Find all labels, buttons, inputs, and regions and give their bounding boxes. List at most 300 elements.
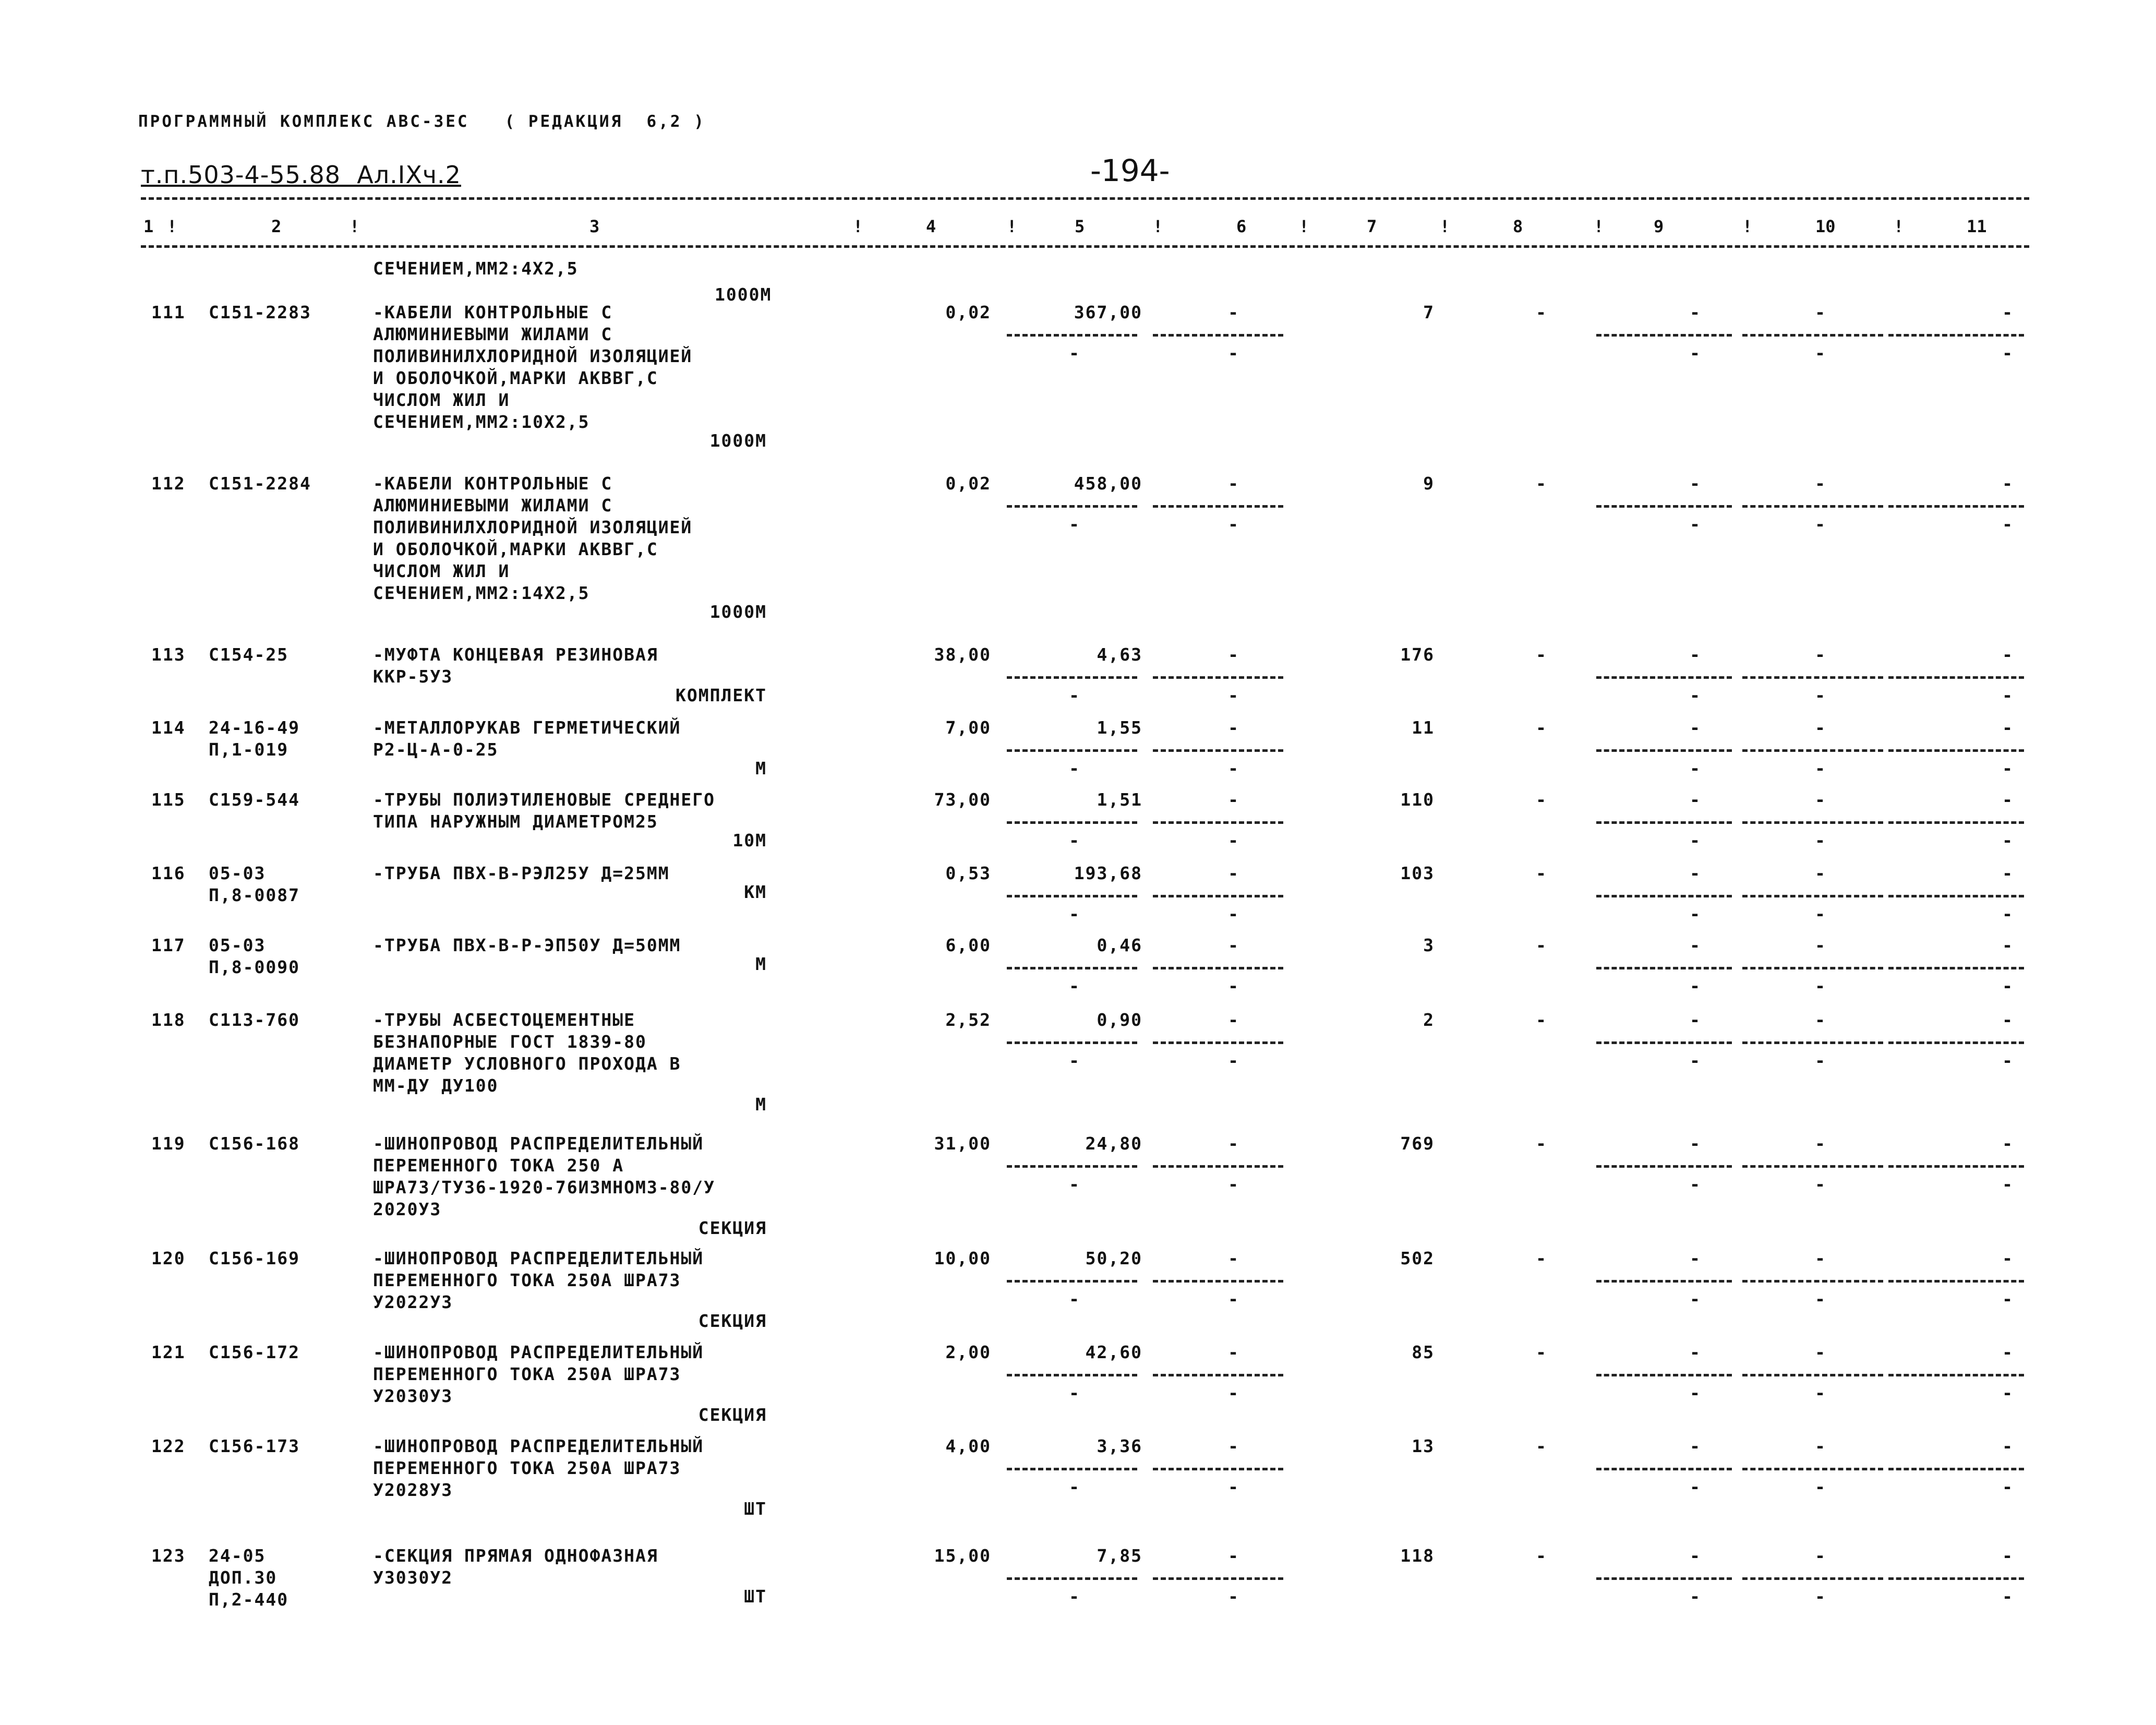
col6-sub-value: - <box>1228 758 1239 778</box>
unit-of-measure: 1000М <box>709 602 767 622</box>
item-description: АЛЮМИНИЕВЫМИ ЖИЛАМИ С <box>373 495 613 516</box>
unit-of-measure: 1000М <box>709 430 767 451</box>
column-separator: ! <box>167 217 177 236</box>
item-description: У3030У2 <box>373 1567 453 1588</box>
col7-value: 9 <box>1423 473 1435 494</box>
resource-code: 24-05 <box>209 1546 266 1566</box>
subtotal-rule <box>1888 1041 2024 1044</box>
subtotal-rule <box>1742 821 1883 824</box>
document-code: т.п.503-4-55.88 Ал.IXч.2 <box>141 161 461 189</box>
item-description: БЕЗНАПОРНЫЕ ГОСТ 1839-80 <box>373 1032 647 1052</box>
subtotal-rule <box>1596 505 1732 508</box>
col10-value: - <box>1815 1546 1826 1566</box>
column-number: 1 <box>143 217 154 236</box>
subtotal-rule <box>1153 1374 1283 1376</box>
col11-value: - <box>2002 863 2014 883</box>
header-top-rule <box>141 197 2029 200</box>
col9-sub-value: - <box>1690 976 1701 996</box>
col11-value: - <box>2002 1133 2014 1154</box>
item-description: ПЕРЕМЕННОГО ТОКА 250А ШРА73 <box>373 1364 681 1384</box>
unit-of-measure: СЕКЦИЯ <box>698 1311 767 1331</box>
unit-of-measure: ШТ <box>744 1586 767 1607</box>
subtotal-rule <box>1888 1577 2024 1580</box>
col10-sub-value: - <box>1815 343 1826 363</box>
col6-value: - <box>1228 935 1239 955</box>
resource-code: С156-172 <box>209 1342 300 1362</box>
col7-value: 11 <box>1412 717 1435 738</box>
unit-price: 0,46 <box>1097 935 1142 955</box>
subtotal-rule <box>1596 334 1732 337</box>
subtotal-rule <box>1153 505 1283 508</box>
col9-sub-value: - <box>1690 1289 1701 1309</box>
col11-sub-value: - <box>2002 758 2014 778</box>
col6-sub-value: - <box>1228 1289 1239 1309</box>
col9-value: - <box>1690 1133 1701 1154</box>
column-separator: ! <box>1742 217 1753 236</box>
col9-sub-value: - <box>1690 685 1701 705</box>
row-number: 118 <box>151 1010 186 1030</box>
column-number: 11 <box>1967 217 1987 236</box>
subtotal-rule <box>1153 1041 1283 1044</box>
item-description: ММ-ДУ ДУ100 <box>373 1075 499 1096</box>
item-description: ПОЛИВИНИЛХЛОРИДНОЙ ИЗОЛЯЦИЕЙ <box>373 517 693 537</box>
subtotal-rule <box>1596 1165 1732 1168</box>
col7-value: 176 <box>1400 644 1435 665</box>
quantity: 10,00 <box>934 1248 991 1268</box>
subtotal-rule <box>1742 334 1883 337</box>
item-description: ЧИСЛОМ ЖИЛ И <box>373 561 510 581</box>
subtotal-rule <box>1888 967 2024 969</box>
col8-value: - <box>1536 1436 1547 1456</box>
subtotal-rule <box>1742 1577 1883 1580</box>
col10-value: - <box>1815 935 1826 955</box>
subtotal-rule <box>1153 676 1283 679</box>
carry-over-unit: 1000М <box>715 284 772 305</box>
item-description: И ОБОЛОЧКОЙ,МАРКИ АКВВГ,С <box>373 539 658 559</box>
quantity: 0,02 <box>945 302 991 322</box>
subtotal-rule <box>1742 1280 1883 1283</box>
subtotal-rule <box>1007 895 1137 897</box>
item-description: ЧИСЛОМ ЖИЛ И <box>373 390 510 410</box>
col10-sub-value: - <box>1815 1477 1826 1497</box>
item-description: У2022УЗ <box>373 1292 453 1312</box>
col10-value: - <box>1815 302 1826 322</box>
unit-price: 1,51 <box>1097 789 1142 810</box>
column-number: 3 <box>589 217 600 236</box>
row-number: 112 <box>151 473 186 494</box>
col5-sub-value: - <box>1069 830 1080 850</box>
subtotal-rule <box>1742 1468 1883 1470</box>
subtotal-rule <box>1888 1165 2024 1168</box>
col11-sub-value: - <box>2002 1586 2014 1607</box>
col6-value: - <box>1228 302 1239 322</box>
col9-sub-value: - <box>1690 514 1701 534</box>
row-number: 114 <box>151 717 186 738</box>
resource-code: 24-16-49 <box>209 717 300 738</box>
col5-sub-value: - <box>1069 1174 1080 1194</box>
col10-sub-value: - <box>1815 1289 1826 1309</box>
item-description: ККР-5УЗ <box>373 666 453 687</box>
item-description: 2020УЗ <box>373 1199 442 1219</box>
subtotal-rule <box>1153 1165 1283 1168</box>
resource-code: П,8-0087 <box>209 885 300 905</box>
item-description: -ШИНОПРОВОД РАСПРЕДЕЛИТЕЛЬНЫЙ <box>373 1436 704 1456</box>
subtotal-rule <box>1007 1280 1137 1283</box>
col10-value: - <box>1815 1342 1826 1362</box>
subtotal-rule <box>1888 334 2024 337</box>
subtotal-rule <box>1742 895 1883 897</box>
col5-sub-value: - <box>1069 1050 1080 1071</box>
col10-value: - <box>1815 1248 1826 1268</box>
col8-value: - <box>1536 1133 1547 1154</box>
resource-code: С156-169 <box>209 1248 300 1268</box>
subtotal-rule <box>1153 895 1283 897</box>
col9-sub-value: - <box>1690 1174 1701 1194</box>
subtotal-rule <box>1742 749 1883 752</box>
unit-of-measure: СЕКЦИЯ <box>698 1405 767 1425</box>
unit-of-measure: 10М <box>732 830 767 850</box>
col9-value: - <box>1690 644 1701 665</box>
subtotal-rule <box>1153 1577 1283 1580</box>
col9-sub-value: - <box>1690 904 1701 924</box>
subtotal-rule <box>1007 821 1137 824</box>
item-description: ПЕРЕМЕННОГО ТОКА 250А ШРА73 <box>373 1270 681 1290</box>
col6-value: - <box>1228 789 1239 810</box>
col6-value: - <box>1228 1342 1239 1362</box>
col11-value: - <box>2002 473 2014 494</box>
col9-sub-value: - <box>1690 830 1701 850</box>
col9-value: - <box>1690 1010 1701 1030</box>
row-number: 117 <box>151 935 186 955</box>
col9-value: - <box>1690 1436 1701 1456</box>
col6-sub-value: - <box>1228 830 1239 850</box>
col11-value: - <box>2002 1342 2014 1362</box>
col6-sub-value: - <box>1228 1174 1239 1194</box>
col6-value: - <box>1228 1248 1239 1268</box>
col5-sub-value: - <box>1069 976 1080 996</box>
unit-of-measure: КМ <box>744 882 767 902</box>
col6-sub-value: - <box>1228 685 1239 705</box>
page-number: -194- <box>1090 153 1170 188</box>
item-description: -ШИНОПРОВОД РАСПРЕДЕЛИТЕЛЬНЫЙ <box>373 1133 704 1154</box>
resource-code: П,2-440 <box>209 1589 289 1610</box>
resource-code: С151-2283 <box>209 302 311 322</box>
unit-price: 42,60 <box>1085 1342 1142 1362</box>
col10-value: - <box>1815 789 1826 810</box>
subtotal-rule <box>1888 1468 2024 1470</box>
col10-value: - <box>1815 473 1826 494</box>
col9-value: - <box>1690 1546 1701 1566</box>
col10-sub-value: - <box>1815 758 1826 778</box>
resource-code: С156-173 <box>209 1436 300 1456</box>
item-description: -КАБЕЛИ КОНТРОЛЬНЫЕ С <box>373 302 613 322</box>
col5-sub-value: - <box>1069 343 1080 363</box>
item-description: -ТРУБЫ АСБЕСТОЦЕМЕНТНЫЕ <box>373 1010 635 1030</box>
col7-value: 502 <box>1400 1248 1435 1268</box>
col6-sub-value: - <box>1228 1050 1239 1071</box>
column-number: 10 <box>1815 217 1836 236</box>
col11-sub-value: - <box>2002 685 2014 705</box>
item-description: -ШИНОПРОВОД РАСПРЕДЕЛИТЕЛЬНЫЙ <box>373 1342 704 1362</box>
col6-value: - <box>1228 473 1239 494</box>
subtotal-rule <box>1742 505 1883 508</box>
subtotal-rule <box>1888 505 2024 508</box>
col5-sub-value: - <box>1069 514 1080 534</box>
subtotal-rule <box>1153 1468 1283 1470</box>
subtotal-rule <box>1742 1165 1883 1168</box>
item-description: ПЕРЕМЕННОГО ТОКА 250 А <box>373 1155 624 1176</box>
subtotal-rule <box>1153 334 1283 337</box>
col11-sub-value: - <box>2002 830 2014 850</box>
column-number: 5 <box>1075 217 1085 236</box>
col6-sub-value: - <box>1228 1383 1239 1403</box>
subtotal-rule <box>1007 749 1137 752</box>
unit-price: 193,68 <box>1074 863 1142 883</box>
unit-price: 50,20 <box>1085 1248 1142 1268</box>
resource-code: П,8-0090 <box>209 957 300 977</box>
item-description: -ТРУБЫ ПОЛИЭТИЛЕНОВЫЕ СРЕДНЕГО <box>373 789 716 810</box>
item-description: -ТРУБА ПВХ-В-Р-ЭП50У Д=50ММ <box>373 935 681 955</box>
subtotal-rule <box>1007 1374 1137 1376</box>
item-description: ДИАМЕТР УСЛОВНОГО ПРОХОДА В <box>373 1053 681 1074</box>
subtotal-rule <box>1007 676 1137 679</box>
col9-sub-value: - <box>1690 1050 1701 1071</box>
resource-code: ДОП.30 <box>209 1567 278 1588</box>
item-description: -СЕКЦИЯ ПРЯМАЯ ОДНОФАЗНАЯ <box>373 1546 658 1566</box>
column-number: 7 <box>1367 217 1377 236</box>
subtotal-rule <box>1888 895 2024 897</box>
subtotal-rule <box>1596 749 1732 752</box>
resource-code: 05-03 <box>209 863 266 883</box>
col11-value: - <box>2002 1436 2014 1456</box>
col10-value: - <box>1815 1010 1826 1030</box>
item-description: -МУФТА КОНЦЕВАЯ РЕЗИНОВАЯ <box>373 644 658 665</box>
col10-sub-value: - <box>1815 1174 1826 1194</box>
subtotal-rule <box>1596 1041 1732 1044</box>
row-number: 121 <box>151 1342 186 1362</box>
subtotal-rule <box>1888 676 2024 679</box>
col11-value: - <box>2002 789 2014 810</box>
item-description: -КАБЕЛИ КОНТРОЛЬНЫЕ С <box>373 473 613 494</box>
unit-of-measure: М <box>755 1094 767 1115</box>
col8-value: - <box>1536 1010 1547 1030</box>
col6-value: - <box>1228 1133 1239 1154</box>
col9-value: - <box>1690 473 1701 494</box>
item-description: ПЕРЕМЕННОГО ТОКА 250А ШРА73 <box>373 1458 681 1478</box>
column-separator: ! <box>1894 217 1904 236</box>
col11-sub-value: - <box>2002 514 2014 534</box>
resource-code: С156-168 <box>209 1133 300 1154</box>
col11-sub-value: - <box>2002 343 2014 363</box>
col11-sub-value: - <box>2002 1174 2014 1194</box>
subtotal-rule <box>1596 1280 1732 1283</box>
unit-of-measure: ШТ <box>744 1499 767 1519</box>
col11-sub-value: - <box>2002 1050 2014 1071</box>
item-description: -МЕТАЛЛОРУКАВ ГЕРМЕТИЧЕСКИЙ <box>373 717 681 738</box>
col9-value: - <box>1690 1248 1701 1268</box>
col11-value: - <box>2002 717 2014 738</box>
col5-sub-value: - <box>1069 904 1080 924</box>
item-description: -ТРУБА ПВХ-В-РЭЛ25У Д=25ММ <box>373 863 670 883</box>
col6-value: - <box>1228 1546 1239 1566</box>
item-description: СЕЧЕНИЕМ,ММ2:10Х2,5 <box>373 412 590 432</box>
unit-price: 7,85 <box>1097 1546 1142 1566</box>
unit-of-measure: М <box>755 954 767 974</box>
col8-value: - <box>1536 1546 1547 1566</box>
col8-value: - <box>1536 1248 1547 1268</box>
col5-sub-value: - <box>1069 1383 1080 1403</box>
col10-value: - <box>1815 1436 1826 1456</box>
subtotal-rule <box>1007 505 1137 508</box>
col11-value: - <box>2002 302 2014 322</box>
quantity: 73,00 <box>934 789 991 810</box>
column-number: 2 <box>271 217 282 236</box>
col6-sub-value: - <box>1228 904 1239 924</box>
col7-value: 13 <box>1412 1436 1435 1456</box>
col11-value: - <box>2002 1010 2014 1030</box>
col5-sub-value: - <box>1069 1477 1080 1497</box>
item-description: У2030УЗ <box>373 1386 453 1406</box>
col6-sub-value: - <box>1228 1586 1239 1607</box>
column-separator: ! <box>1299 217 1309 236</box>
col7-value: 3 <box>1423 935 1435 955</box>
col11-value: - <box>2002 935 2014 955</box>
unit-price: 24,80 <box>1085 1133 1142 1154</box>
quantity: 0,53 <box>945 863 991 883</box>
col10-sub-value: - <box>1815 514 1826 534</box>
subtotal-rule <box>1596 1577 1732 1580</box>
col8-value: - <box>1536 863 1547 883</box>
unit-of-measure: М <box>755 758 767 778</box>
quantity: 0,02 <box>945 473 991 494</box>
col10-value: - <box>1815 1133 1826 1154</box>
col8-value: - <box>1536 302 1547 322</box>
resource-code: С154-25 <box>209 644 289 665</box>
col6-sub-value: - <box>1228 1477 1239 1497</box>
subtotal-rule <box>1596 676 1732 679</box>
col10-sub-value: - <box>1815 1586 1826 1607</box>
subtotal-rule <box>1596 1468 1732 1470</box>
subtotal-rule <box>1888 1280 2024 1283</box>
col11-sub-value: - <box>2002 904 2014 924</box>
col11-sub-value: - <box>2002 976 2014 996</box>
col6-value: - <box>1228 717 1239 738</box>
item-description: ШРА73/ТУ36-1920-76ИЗМНОМЗ-80/У <box>373 1177 716 1197</box>
col9-value: - <box>1690 935 1701 955</box>
quantity: 2,52 <box>945 1010 991 1030</box>
carry-over-text: СЕЧЕНИЕМ,ММ2:4Х2,5 <box>373 258 579 279</box>
subtotal-rule <box>1153 1280 1283 1283</box>
unit-price: 3,36 <box>1097 1436 1142 1456</box>
col10-sub-value: - <box>1815 830 1826 850</box>
subtotal-rule <box>1153 821 1283 824</box>
col6-value: - <box>1228 1010 1239 1030</box>
col8-value: - <box>1536 473 1547 494</box>
column-separator: ! <box>350 217 360 236</box>
item-description: У2028УЗ <box>373 1480 453 1500</box>
quantity: 38,00 <box>934 644 991 665</box>
col11-sub-value: - <box>2002 1477 2014 1497</box>
row-number: 123 <box>151 1546 186 1566</box>
column-number: 8 <box>1513 217 1523 236</box>
col9-value: - <box>1690 717 1701 738</box>
col11-value: - <box>2002 1248 2014 1268</box>
col5-sub-value: - <box>1069 1586 1080 1607</box>
col9-sub-value: - <box>1690 343 1701 363</box>
quantity: 2,00 <box>945 1342 991 1362</box>
col8-value: - <box>1536 644 1547 665</box>
col8-value: - <box>1536 717 1547 738</box>
col9-sub-value: - <box>1690 758 1701 778</box>
column-separator: ! <box>1007 217 1017 236</box>
col7-value: 7 <box>1423 302 1435 322</box>
col5-sub-value: - <box>1069 1289 1080 1309</box>
column-separator: ! <box>1153 217 1163 236</box>
subtotal-rule <box>1596 1374 1732 1376</box>
resource-code: С159-544 <box>209 789 300 810</box>
item-description: ПОЛИВИНИЛХЛОРИДНОЙ ИЗОЛЯЦИЕЙ <box>373 346 693 366</box>
col10-sub-value: - <box>1815 685 1826 705</box>
unit-price: 458,00 <box>1074 473 1142 494</box>
unit-of-measure: КОМПЛЕКТ <box>676 685 767 705</box>
row-number: 120 <box>151 1248 186 1268</box>
col11-sub-value: - <box>2002 1289 2014 1309</box>
subtotal-rule <box>1153 749 1283 752</box>
subtotal-rule <box>1888 1374 2024 1376</box>
column-number: 4 <box>926 217 936 236</box>
subtotal-rule <box>1007 1041 1137 1044</box>
item-description: Р2-Ц-А-0-25 <box>373 739 499 760</box>
col6-sub-value: - <box>1228 514 1239 534</box>
col6-sub-value: - <box>1228 976 1239 996</box>
col7-value: 110 <box>1400 789 1435 810</box>
subtotal-rule <box>1007 334 1137 337</box>
col6-value: - <box>1228 1436 1239 1456</box>
subtotal-rule <box>1007 967 1137 969</box>
col5-sub-value: - <box>1069 758 1080 778</box>
subtotal-rule <box>1742 1374 1883 1376</box>
item-description: СЕЧЕНИЕМ,ММ2:14Х2,5 <box>373 583 590 603</box>
quantity: 15,00 <box>934 1546 991 1566</box>
col8-value: - <box>1536 935 1547 955</box>
column-number: 9 <box>1654 217 1664 236</box>
col7-value: 85 <box>1412 1342 1435 1362</box>
subtotal-rule <box>1742 967 1883 969</box>
item-description: АЛЮМИНИЕВЫМИ ЖИЛАМИ С <box>373 324 613 344</box>
col9-sub-value: - <box>1690 1586 1701 1607</box>
col6-sub-value: - <box>1228 343 1239 363</box>
subtotal-rule <box>1888 749 2024 752</box>
unit-price: 4,63 <box>1097 644 1142 665</box>
column-separator: ! <box>1440 217 1450 236</box>
quantity: 31,00 <box>934 1133 991 1154</box>
col8-value: - <box>1536 1342 1547 1362</box>
col9-sub-value: - <box>1690 1383 1701 1403</box>
col10-sub-value: - <box>1815 904 1826 924</box>
unit-price: 1,55 <box>1097 717 1142 738</box>
resource-code: С151-2284 <box>209 473 311 494</box>
col9-value: - <box>1690 1342 1701 1362</box>
row-number: 113 <box>151 644 186 665</box>
subtotal-rule <box>1153 967 1283 969</box>
col10-sub-value: - <box>1815 1050 1826 1071</box>
row-number: 115 <box>151 789 186 810</box>
unit-price: 0,90 <box>1097 1010 1142 1030</box>
col7-value: 103 <box>1400 863 1435 883</box>
col9-value: - <box>1690 863 1701 883</box>
col7-value: 118 <box>1400 1546 1435 1566</box>
col9-value: - <box>1690 302 1701 322</box>
